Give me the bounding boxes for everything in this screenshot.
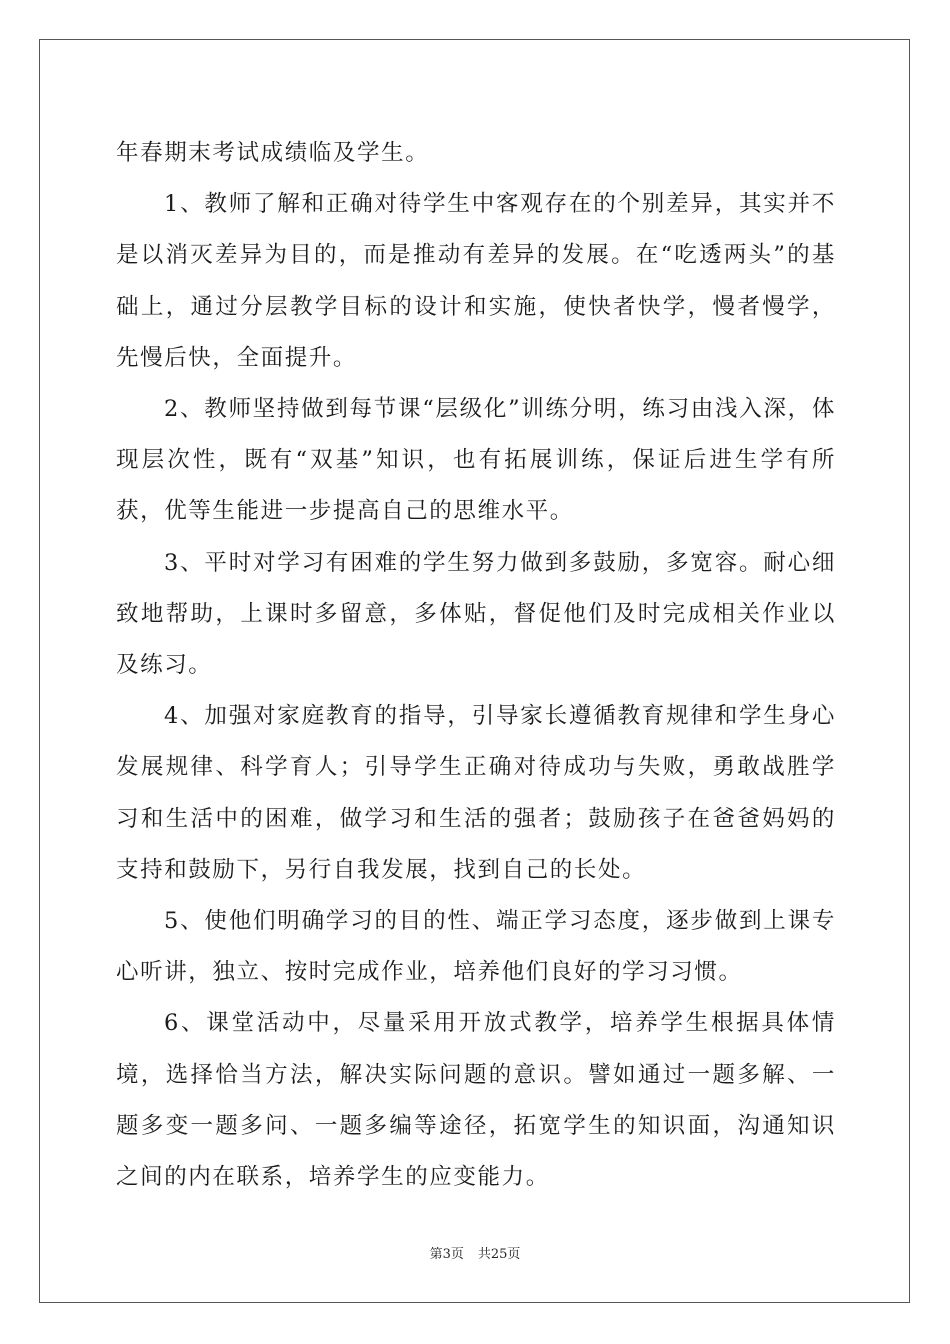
paragraph-item-4: 4、加强对家庭教育的指导，引导家长遵循教育规律和学生身心发展规律、科学育人；引导学生正确对待成功与失败，勇敢战胜学习和生活中的困难，做学习和生活的强者；鼓励孩子在爸爸妈妈的支持和鼓励下，另行自我发展，找到自己的长处。 — [116, 703, 836, 883]
paragraph-item-1: 1、教师了解和正确对待学生中客观存在的个别差异，其实并不是以消灭差异为目的，而是推动有差异的发展。在“吃透两头”的基础上，通过分层教学目标的设计和实施，使快者快学，慢者慢学，先慢后快，全面提升。 — [116, 191, 836, 371]
paragraph-item-3: 3、平时对学习有困难的学生努力做到多鼓励，多宽容。耐心细致地帮助，上课时多留意，多体贴，督促他们及时完成相关作业以及练习。 — [116, 549, 836, 679]
total-pages: 共25页 — [477, 1247, 521, 1262]
paragraph-item-2: 2、教师坚持做到每节课“层级化”训练分明，练习由浅入深，体现层次性，既有“双基”知识，也有拓展训练，保证后进生学有所获，优等生能进一步提高自己的思维水平。 — [116, 396, 836, 525]
paragraph-item-6: 6、课堂活动中，尽量采用开放式教学，培养学生根据具体情境，选择恰当方法，解决实际问题的意识。譬如通过一题多解、一题多变一题多问、一题多编等途径，拓宽学生的知识面，沟通知识之间的内在联系，培养学生的应变能力。 — [116, 1010, 836, 1191]
paragraph-item-5: 5、使他们明确学习的目的性、端正学习态度，逐步做到上课专心听讲，独立、按时完成作业，培养他们良好的学习习惯。 — [116, 908, 836, 986]
paragraph-continuation: 年春期末考试成绩临及学生。 — [116, 140, 430, 166]
page-number: 第3页 — [429, 1247, 464, 1262]
page-footer — [0, 1247, 950, 1263]
document-body — [116, 128, 836, 1203]
